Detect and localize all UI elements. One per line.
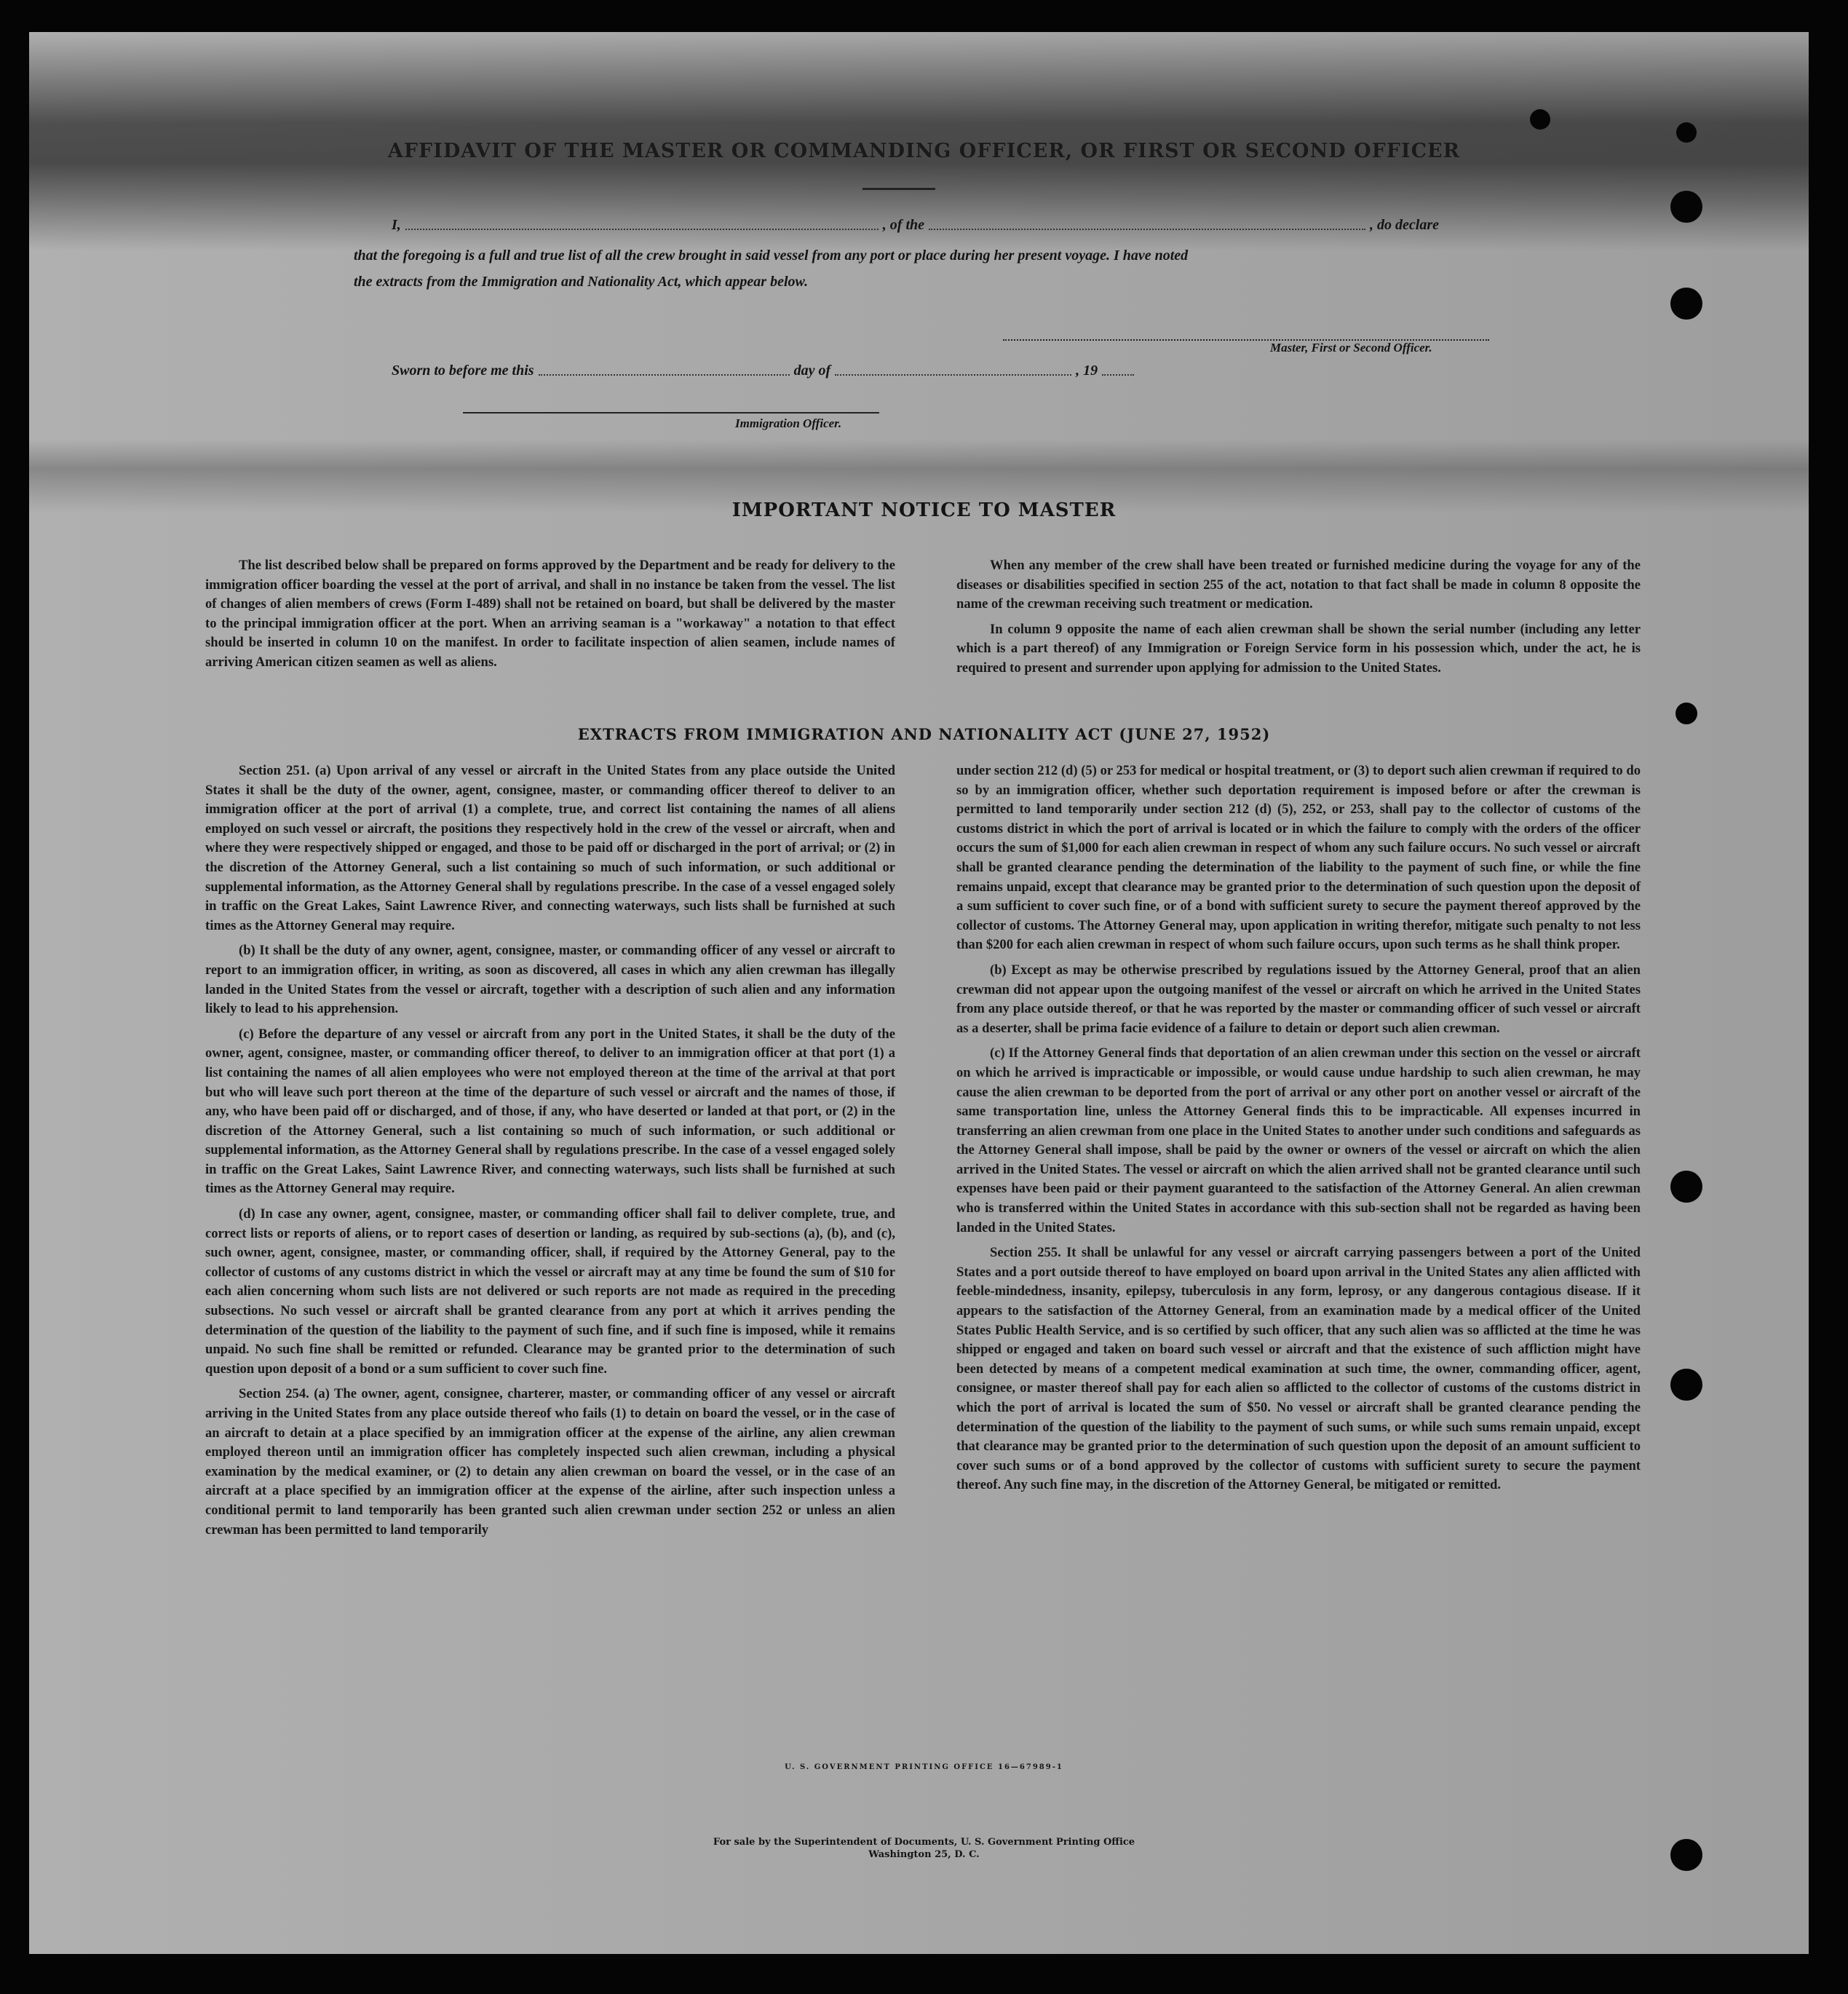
affidavit-title: AFFIDAVIT OF THE MASTER OR COMMANDING OFFICER, OR FIRST OR SECOND OFFICER [387, 140, 1461, 162]
affidavit-line-2: that the foregoing is a full and true list of all the crew brought in said vessel from any port or place during her present voyage. I have noted [354, 248, 1189, 264]
section-254-b: (b) Except as may be otherwise prescribed by regulations issued by the Attorney General, proof that an alien crewman did not appear upon the outgoing manifest of the vessel or aircraft on which he arrived in the United States from any place outside thereof, or that he was reported by the master or commanding officer of such vessel or aircraft as a deserter, shall be prima facie evidence of a failure to detain or deport such alien crewman. [956, 962, 1641, 1036]
section-251-b: (b) It shall be the duty of any owner, agent, consignee, master, or commanding officer of any vessel or aircraft to report to an immigration officer, in writing, as soon as discovered, all cases in which any alien crewman has illegally landed in the United States from the vessel or aircraft, together with a description of such alien and any information likely to lead to his apprehension. [205, 943, 895, 1017]
immigration-officer-label: Immigration Officer. [735, 416, 842, 430]
section-255: Section 255. It shall be unlawful for any vessel or aircraft carrying passengers between a port of the United States and a port outside thereof to have employed on board upon arrival in the United States any alien afflicted with feeble-mindedness, insanity, epilepsy, tuberculosis in any form, leprosy, or any dangerous contagious disease. If it appears to the satisfaction of the Attorney General, from an examination made by a medical officer of the United States Public Health Service, and is so certified by such officer, that any such alien was so afflicted at the time he was shipped or engaged and taken on board such vessel or aircraft and that the existence of such affliction might have been detected by means of a competent medical examination at such time, the owner, commanding officer, agent, consignee, or master thereof shall pay for each alien so afflicted to the collector of customs of the customs district in which the port of arrival is located the sum of $50. No vessel or aircraft shall be granted clearance pending the determination of the question of the liability to the payment of such sums, or while such sums remain unpaid, except that clearance may be granted prior to the determination of such question upon the deposit of an amount sufficient to cover such sums or of a bond approved by the collector of customs with sufficient surety to secure the payment thereof. Any such fine may, in the discretion of the Attorney General, be mitigated or remitted. [956, 1245, 1641, 1493]
section-251-c: (c) Before the departure of any vessel or aircraft from any port in the United States, it shall be the duty of the owner, agent, consignee, master, or commanding officer thereof, to deliver to an immigration officer at that port (1) a list containing the names of all alien employees who were not employed thereon at the time of the arrival at that port but who will leave such port thereon at the time of the departure of such vessel or aircraft and the names of those, if any, who have been paid off or discharged, and of those, if any, who have deserted or landed at that port, or (2) in the discretion of the Attorney General, such a list containing so much of such information, or such additional or supplemental information, as the Attorney General shall by regulations prescribe. In the case of a vessel engaged solely in traffic on the Great Lakes, Saint Lawrence River, and connecting waterways, such lists shall be furnished at such times as the Attorney General may require. [205, 1026, 895, 1197]
master-signature-label: Master, First or Second Officer. [1270, 341, 1432, 355]
sworn-label: Sworn to before me this [392, 363, 534, 379]
declaration-of-the-label: , of the [882, 217, 925, 233]
sale-notice-line-1: For sale by the Superintendent of Documents, U. S. Government Printing Office [713, 1837, 1135, 1848]
punch-hole [1670, 191, 1702, 223]
declaration-i-label: I, [392, 217, 401, 233]
notice-paragraph: The list described below shall be prepared on forms approved by the Department and be ready for delivery to the immigration officer boarding the vessel at the port of arrival, and shall in no instance be taken from the vessel. The list of changes of alien members of crews (Form I-489) shall not be retained on board, but shall be delivered by the master to the principal immigration officer at the port. When an arriving seaman is a "workaway" a notation to that effect should be inserted in column 10 on the manifest. In order to facilitate inspection of alien seamen, include names of arriving American citizen seamen as well as aliens. [205, 558, 895, 670]
title-rule [862, 188, 935, 190]
notice-left-column [205, 556, 895, 678]
day-of-label: day of [793, 363, 831, 379]
punch-hole [1670, 1369, 1702, 1401]
gpo-imprint: U. S. GOVERNMENT PRINTING OFFICE 16—67989-1 [785, 1763, 1063, 1771]
extracts-title: EXTRACTS FROM IMMIGRATION AND NATIONALITY ACT (JUNE 27, 1952) [577, 725, 1271, 743]
punch-hole [1670, 288, 1702, 320]
section-254-a-continued: under section 212 (d) (5) or 253 for medical or hospital treatment, or (3) to deport such alien crewman if required to do so by an immigration officer, whether such deportation requirement is imposed before or after the crewman is permitted to land temporarily under section 212 (d) (5), 252, or 253, shall pay to the collector of customs of the customs district in which the port of arrival is located or in which the failure to comply with the orders of the officer occurs the sum of $1,000 for each alien crewman in respect of whom any such failure occurs. No such vessel or aircraft shall be granted clearance pending the determination of the liability to the payment of such fine, or while the fine remains unpaid, except that clearance may be granted prior to the determination of such question upon the deposit of a sum sufficient to cover such fine, or of a bond with sufficient surety to secure the payment thereof approved by the collector of customs. The Attorney General may, upon application in writing therefor, mitigate such penalty to not less than $200 for each alien crewman in respect of whom such failure occurs, upon such terms as he shall think proper. [956, 763, 1641, 953]
section-254-c: (c) If the Attorney General finds that deportation of an alien crewman under this section on the vessel or aircraft on which he arrived is impracticable or impossible, or would cause undue hardship to such alien crewman, he may cause the alien crewman to be deported from the port of arrival or any other port on another vessel or aircraft of the same transportation line, unless the Attorney General finds this to be impracticable. All expenses incurred in transferring an alien crewman from one place in the United States to another under such conditions and safeguards as the Attorney General shall impose, shall be paid by the owner or owners of the vessel or aircraft on which the alien arrived in the United States. The vessel or aircraft on which the alien arrived shall not be granted clearance until such expenses have been paid or their payment guaranteed to the satisfaction of the Attorney General. An alien crewman who is transferred within the United States in accordance with this sub-section shall not be regarded as having been landed in the United States. [956, 1045, 1641, 1235]
notice-paragraph: In column 9 opposite the name of each alien crewman shall be shown the serial number (including any letter which is a part thereof) of any Immigration or Foreign Service form in his possession which, under the act, he is required to present and surrender upon applying for admission to the United States. [956, 621, 1641, 676]
sworn-year-field[interactable] [1102, 374, 1134, 376]
affidavit-declaration-line [392, 217, 1439, 234]
section-251-a: Section 251. (a) Upon arrival of any vessel or aircraft in the United States from any place outside the United States it shall be the duty of the owner, agent, consignee, master, or commanding officer thereof to deliver to an immigration officer at the port of arrival (1) a complete, true, and correct list containing the names of all aliens employed on such vessel or aircraft, the positions they respectively hold in the crew of the vessel or aircraft, when and where they were respectively shipped or engaged, and those to be paid off or discharged in the port of arrival; or (2) in the discretion of the Attorney General, such a list containing so much of such information, or such additional or supplemental information, as the Attorney General shall by regulations prescribe. In the case of a vessel engaged solely in traffic on the Great Lakes, Saint Lawrence River, and connecting waterways, such lists shall be furnished at such times as the Attorney General may require. [205, 763, 895, 933]
notice-title: IMPORTANT NOTICE TO MASTER [731, 499, 1117, 521]
sale-notice [0, 1836, 1848, 1861]
punch-hole [1530, 109, 1550, 130]
sworn-month-field[interactable] [835, 374, 1071, 376]
officer-name-field[interactable] [405, 229, 879, 230]
sworn-line [392, 363, 1138, 379]
immigration-officer-signature-field[interactable] [463, 412, 879, 414]
extracts-right-column [956, 761, 1641, 1501]
extracts-left-column [205, 761, 895, 1546]
notice-paragraph: When any member of the crew shall have been treated or furnished medicine during the voyage for any of the diseases or disabilities specified in section 255 of the act, notation to that fact shall be made in column 8 opposite the name of the crewman receiving such treatment or medication. [956, 558, 1641, 612]
section-251-d: (d) In case any owner, agent, consignee, master, or commanding officer shall fail to deliver complete, true, and correct lists or reports of aliens, or to report cases of desertion or landing, as required by sub-sections (a), (b), and (c), such owner, agent, consignee, master, or commanding officer, shall, if required by the Attorney General, pay to the collector of customs of any customs district in which the vessel or aircraft may at any time be found the sum of $10 for each alien concerning whom such lists are not delivered or such reports are not made as required in the preceding subsections. No such vessel or aircraft shall be granted clearance from any port at which it arrives pending the determination of the question of the liability to the payment of such fine, and if such fine is imposed, while it remains unpaid. No such fine shall be remitted or refunded. Clearance may be granted prior to the determination of such question upon deposit of a bond or a sum sufficient to cover such fine. [205, 1206, 895, 1377]
sworn-day-field[interactable] [539, 374, 790, 376]
section-254-a: Section 254. (a) The owner, agent, consignee, charterer, master, or commanding officer of any vessel or aircraft arriving in the United States from any place outside thereof who fails (1) to detain on board the vessel, or in the case of an aircraft to detain at a place specified by an immigration officer at the expense of the airline, any alien crewman employed thereon until an immigration officer has completely inspected such alien crewman, including a physical examination by the medical examiner, or (2) to detain any alien crewman on board the vessel, or in the case of an aircraft at a place specified by an immigration officer at the expense of the airline, after such inspection unless a conditional permit to land temporarily has been granted such alien crewman under section 252 or unless an alien crewman has been permitted to land temporarily [205, 1386, 895, 1538]
punch-hole [1676, 703, 1697, 724]
sale-notice-line-2: Washington 25, D. C. [868, 1849, 980, 1860]
punch-hole [1670, 1171, 1702, 1203]
notice-right-column [956, 556, 1641, 684]
year-label: , 19 [1076, 363, 1098, 379]
declaration-declare-label: , do declare [1370, 217, 1439, 233]
affidavit-line-3: the extracts from the Immigration and Nationality Act, which appear below. [354, 274, 809, 290]
vessel-name-field[interactable] [929, 229, 1365, 230]
